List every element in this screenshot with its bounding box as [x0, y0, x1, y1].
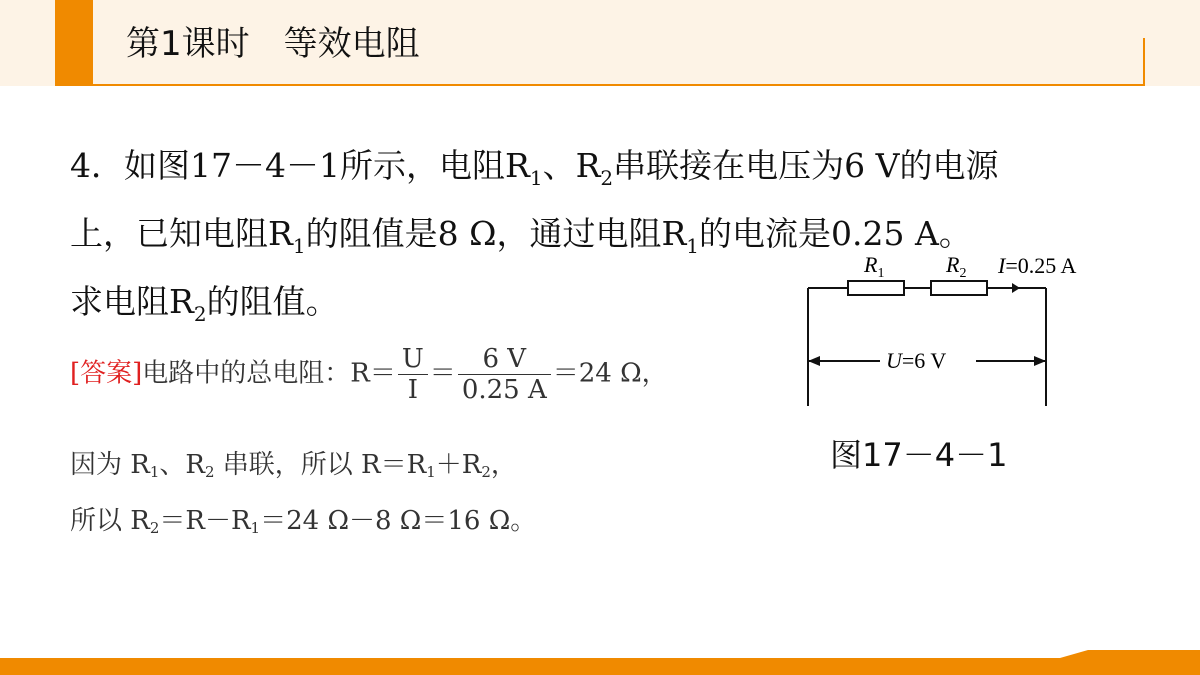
circuit-diagram — [800, 248, 1120, 413]
answer-line-3: 所以 $R_2=R-R_1=24$ Ω－8 Ω＝16 Ω。 — [70, 506, 537, 537]
footer-accent — [1060, 650, 1200, 658]
answer-tag: [答案] — [70, 358, 143, 389]
voltage-arrow-left-icon — [808, 356, 820, 366]
resistor-r1 — [848, 281, 904, 295]
answer-line-2: 因为 $R_1$、$R_2$ 串联，所以 $R=R_1+R_2$， — [70, 450, 517, 481]
r2-label: $R_2$ — [946, 252, 967, 281]
fraction-u-over-i: $\frac{U}{I}$ — [398, 344, 428, 405]
footer-bar — [0, 658, 1200, 675]
question-line-3: 求电阻$R_2$的阻值。 — [70, 282, 339, 326]
r1-label: $R_1$ — [864, 252, 885, 281]
header-rule-corner — [1143, 38, 1145, 86]
voltage-label: U=6 V — [886, 348, 947, 373]
fraction-voltage-over-current: $\frac{6 V}{0.25 A}$ — [458, 344, 551, 405]
resistor-r2 — [931, 281, 987, 295]
header-accent-bar — [55, 0, 93, 86]
header-rule — [55, 84, 1145, 86]
answer-line-1: [答案]电路中的总电阻：R＝ $\frac{U}{I}$ ＝ $\frac{6 V}{0.25 A}$ ＝24 Ω， — [70, 344, 668, 405]
question-line-1: 4．如图17－4－1所示，电阻$R_1$、$R_2$串联接在电压为6 V的电源 — [70, 146, 999, 190]
voltage-arrow-right-icon — [1034, 356, 1046, 366]
current-arrow-icon — [1012, 283, 1020, 293]
figure-caption: 图17－4－1 — [830, 436, 1008, 474]
current-label: I=0.25 A — [998, 253, 1077, 278]
page-title: 第1课时 等效电阻 — [126, 24, 420, 64]
question-line-2: 上，已知电阻$R_1$的阻值是8 Ω，通过电阻$R_1$的电流是0.25 A。 — [70, 214, 972, 258]
